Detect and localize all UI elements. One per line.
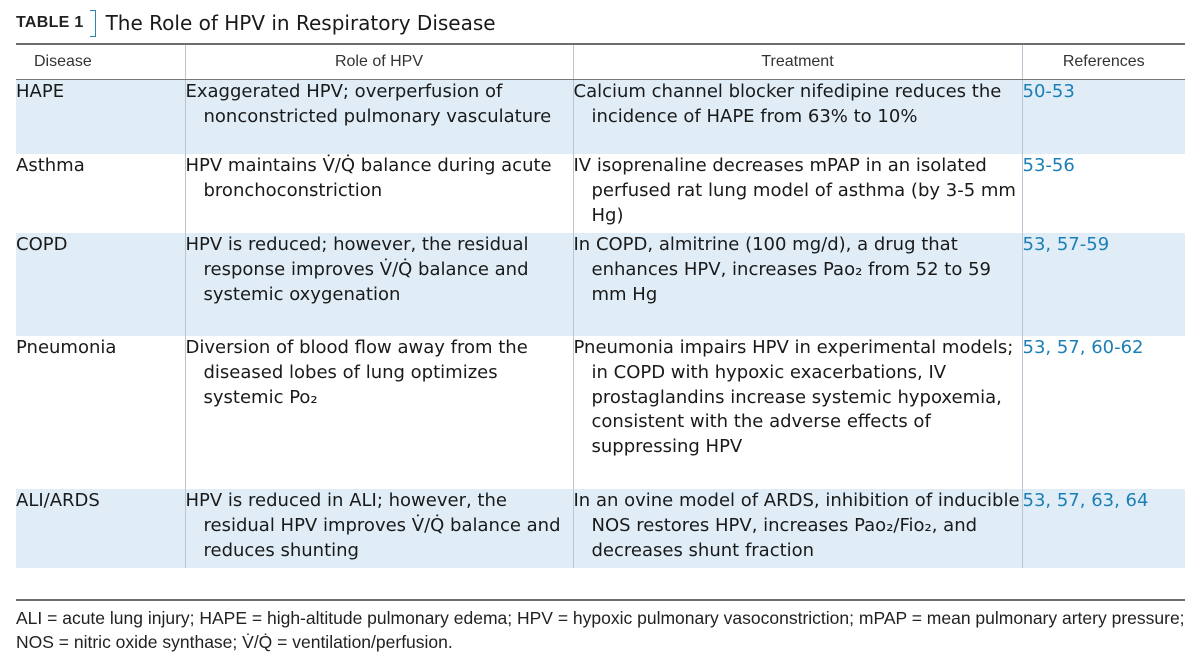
treatment-text: Pneumonia impairs HPV in experimental models; in COPD with hypoxic exacerbations, IV prostaglandins increase systemic hypoxemia, consistent with the adverse effects of suppressing HPV: [573, 337, 1014, 458]
disease-cell: Asthma: [16, 154, 185, 233]
hpv-table: [16, 45, 1185, 568]
col-header-disease: Disease: [16, 45, 185, 80]
treatment-cell: [573, 336, 1022, 489]
table-row: [16, 489, 1185, 568]
treatment-text: In an ovine model of ARDS, inhibition of inducible NOS restores HPV, increases Pao₂/Fio₂, and decreases shunt fraction: [573, 490, 1020, 561]
disease-cell: ALI/ARDS: [16, 489, 185, 568]
role-text: HPV maintains V̇/Q̇ balance during acute bronchoconstriction: [185, 155, 552, 201]
role-cell: [185, 233, 573, 336]
treatment-cell: [573, 154, 1022, 233]
treatment-cell: [573, 233, 1022, 336]
footnote-line: NOS = nitric oxide synthase; V̇/Q̇ = ventilation/perfusion.: [16, 632, 453, 652]
bracket-icon: [90, 10, 96, 37]
disease-cell: HAPE: [16, 80, 185, 155]
reference-link[interactable]: 53, 57, 63, 64: [1022, 489, 1185, 568]
col-header-references: References: [1022, 45, 1185, 80]
role-text: Diversion of blood flow away from the diseased lobes of lung optimizes systemic Po₂: [185, 337, 528, 408]
role-cell: [185, 336, 573, 489]
table-label: TABLE 1: [16, 14, 84, 31]
bottom-rule: [16, 599, 1185, 601]
table-row: [16, 80, 1185, 155]
treatment-text: In COPD, almitrine (100 mg/d), a drug that enhances HPV, increases Pao₂ from 52 to 59 mm Hg: [573, 234, 991, 305]
col-header-treatment: Treatment: [573, 45, 1022, 80]
table-row: [16, 233, 1185, 336]
role-cell: [185, 489, 573, 568]
treatment-text: Calcium channel blocker nifedipine reduces the incidence of HAPE from 63% to 10%: [573, 81, 1002, 127]
header-row: [16, 45, 1185, 80]
table-row: [16, 336, 1185, 489]
reference-link[interactable]: 53, 57, 60-62: [1022, 336, 1185, 489]
table-title: The Role of HPV in Respiratory Disease: [105, 11, 496, 35]
col-header-role: Role of HPV: [185, 45, 573, 80]
treatment-cell: [573, 80, 1022, 155]
treatment-cell: [573, 489, 1022, 568]
role-text: Exaggerated HPV; overperfusion of nonconstricted pulmonary vasculature: [185, 81, 552, 127]
footnote-line: ALI = acute lung injury; HAPE = high-altitude pulmonary edema; HPV = hypoxic pulmonary vasoconstriction; mPAP = mean pulmonary artery pressure;: [16, 608, 1185, 628]
disease-cell: COPD: [16, 233, 185, 336]
reference-link[interactable]: 53, 57-59: [1022, 233, 1185, 336]
role-text: HPV is reduced in ALI; however, the residual HPV improves V̇/Q̇ balance and reduces shunting: [185, 490, 561, 561]
disease-cell: Pneumonia: [16, 336, 185, 489]
table-row: [16, 154, 1185, 233]
table-footnote: [16, 606, 1188, 654]
treatment-text: IV isoprenaline decreases mPAP in an isolated perfused rat lung model of asthma (by 3-5 mm Hg): [573, 155, 1016, 226]
reference-link[interactable]: 53-56: [1022, 154, 1185, 233]
reference-link[interactable]: 50-53: [1022, 80, 1185, 155]
table-title-bar: [16, 8, 496, 38]
role-cell: [185, 80, 573, 155]
role-cell: [185, 154, 573, 233]
role-text: HPV is reduced; however, the residual response improves V̇/Q̇ balance and systemic oxygenation: [185, 234, 529, 305]
